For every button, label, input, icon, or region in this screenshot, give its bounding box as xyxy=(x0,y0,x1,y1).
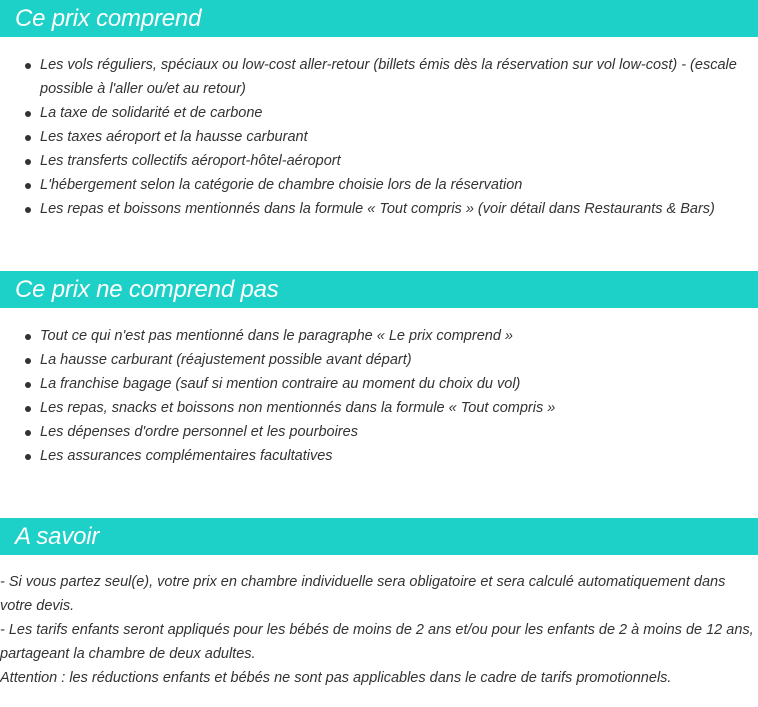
list-item xyxy=(0,197,740,221)
included-list xyxy=(0,53,740,221)
list-item xyxy=(0,101,740,125)
bullet-icon xyxy=(25,382,31,388)
bullet-icon xyxy=(25,159,31,165)
list-item xyxy=(0,324,740,348)
bullet-icon xyxy=(25,334,31,340)
list-item-text: La hausse carburant (réajustement possible avant départ) xyxy=(40,352,412,368)
list-item xyxy=(0,396,740,420)
section-title-included: Ce prix comprend xyxy=(15,4,202,32)
list-item xyxy=(0,125,740,149)
list-item xyxy=(0,420,740,444)
bullet-icon xyxy=(25,430,31,436)
section-header-not-included xyxy=(0,271,758,308)
list-item xyxy=(0,149,740,173)
note-line: - Les tarifs enfants seront appliqués pour les bébés de moins de 2 ans et/ou pour les enfants de 2 à moins de 12 ans, partageant la chambre de deux adultes. xyxy=(0,622,754,662)
bullet-icon xyxy=(25,406,31,412)
list-item-text: Tout ce qui n'est pas mentionné dans le paragraphe « Le prix comprend » xyxy=(40,328,513,344)
list-item-text: Les transferts collectifs aéroport-hôtel-aéroport xyxy=(40,153,341,169)
section-header-included xyxy=(0,0,758,37)
section-header-good-to-know xyxy=(0,518,758,555)
list-item-text: La taxe de solidarité et de carbone xyxy=(40,105,263,121)
note-line: Attention : les réductions enfants et bébés ne sont pas applicables dans le cadre de tarifs promotionnels. xyxy=(0,670,672,686)
list-item-text: Les dépenses d'ordre personnel et les pourboires xyxy=(40,424,358,440)
bullet-icon xyxy=(25,207,31,213)
note-line: - Si vous partez seul(e), votre prix en chambre individuelle sera obligatoire et sera calculé automatiquement dans votre devis. xyxy=(0,574,726,614)
section-title-not-included: Ce prix ne comprend pas xyxy=(15,275,279,303)
list-item xyxy=(0,444,740,468)
list-item-text: Les repas, snacks et boissons non mentionnés dans la formule « Tout compris » xyxy=(40,400,556,416)
bullet-icon xyxy=(25,111,31,117)
bullet-icon xyxy=(25,454,31,460)
bullet-icon xyxy=(25,183,31,189)
bullet-icon xyxy=(25,135,31,141)
list-item xyxy=(0,372,740,396)
list-item-text: Les repas et boissons mentionnés dans la formule « Tout compris » (voir détail dans Restaurants & Bars) xyxy=(40,201,715,217)
list-item xyxy=(0,53,740,101)
good-to-know-notes xyxy=(0,570,756,690)
section-title-good-to-know: A savoir xyxy=(15,522,100,550)
list-item xyxy=(0,348,740,372)
list-item-text: Les vols réguliers, spéciaux ou low-cost aller-retour (billets émis dès la réservation sur vol low-cost) - (escale possible à l'aller ou/et au retour) xyxy=(40,57,737,97)
list-item-text: La franchise bagage (sauf si mention contraire au moment du choix du vol) xyxy=(40,376,521,392)
list-item xyxy=(0,173,740,197)
list-item-text: Les taxes aéroport et la hausse carburant xyxy=(40,129,308,145)
bullet-icon xyxy=(25,358,31,364)
not-included-list xyxy=(0,324,740,468)
list-item-text: L'hébergement selon la catégorie de chambre choisie lors de la réservation xyxy=(40,177,523,193)
bullet-icon xyxy=(25,63,31,69)
list-item-text: Les assurances complémentaires facultatives xyxy=(40,448,333,464)
